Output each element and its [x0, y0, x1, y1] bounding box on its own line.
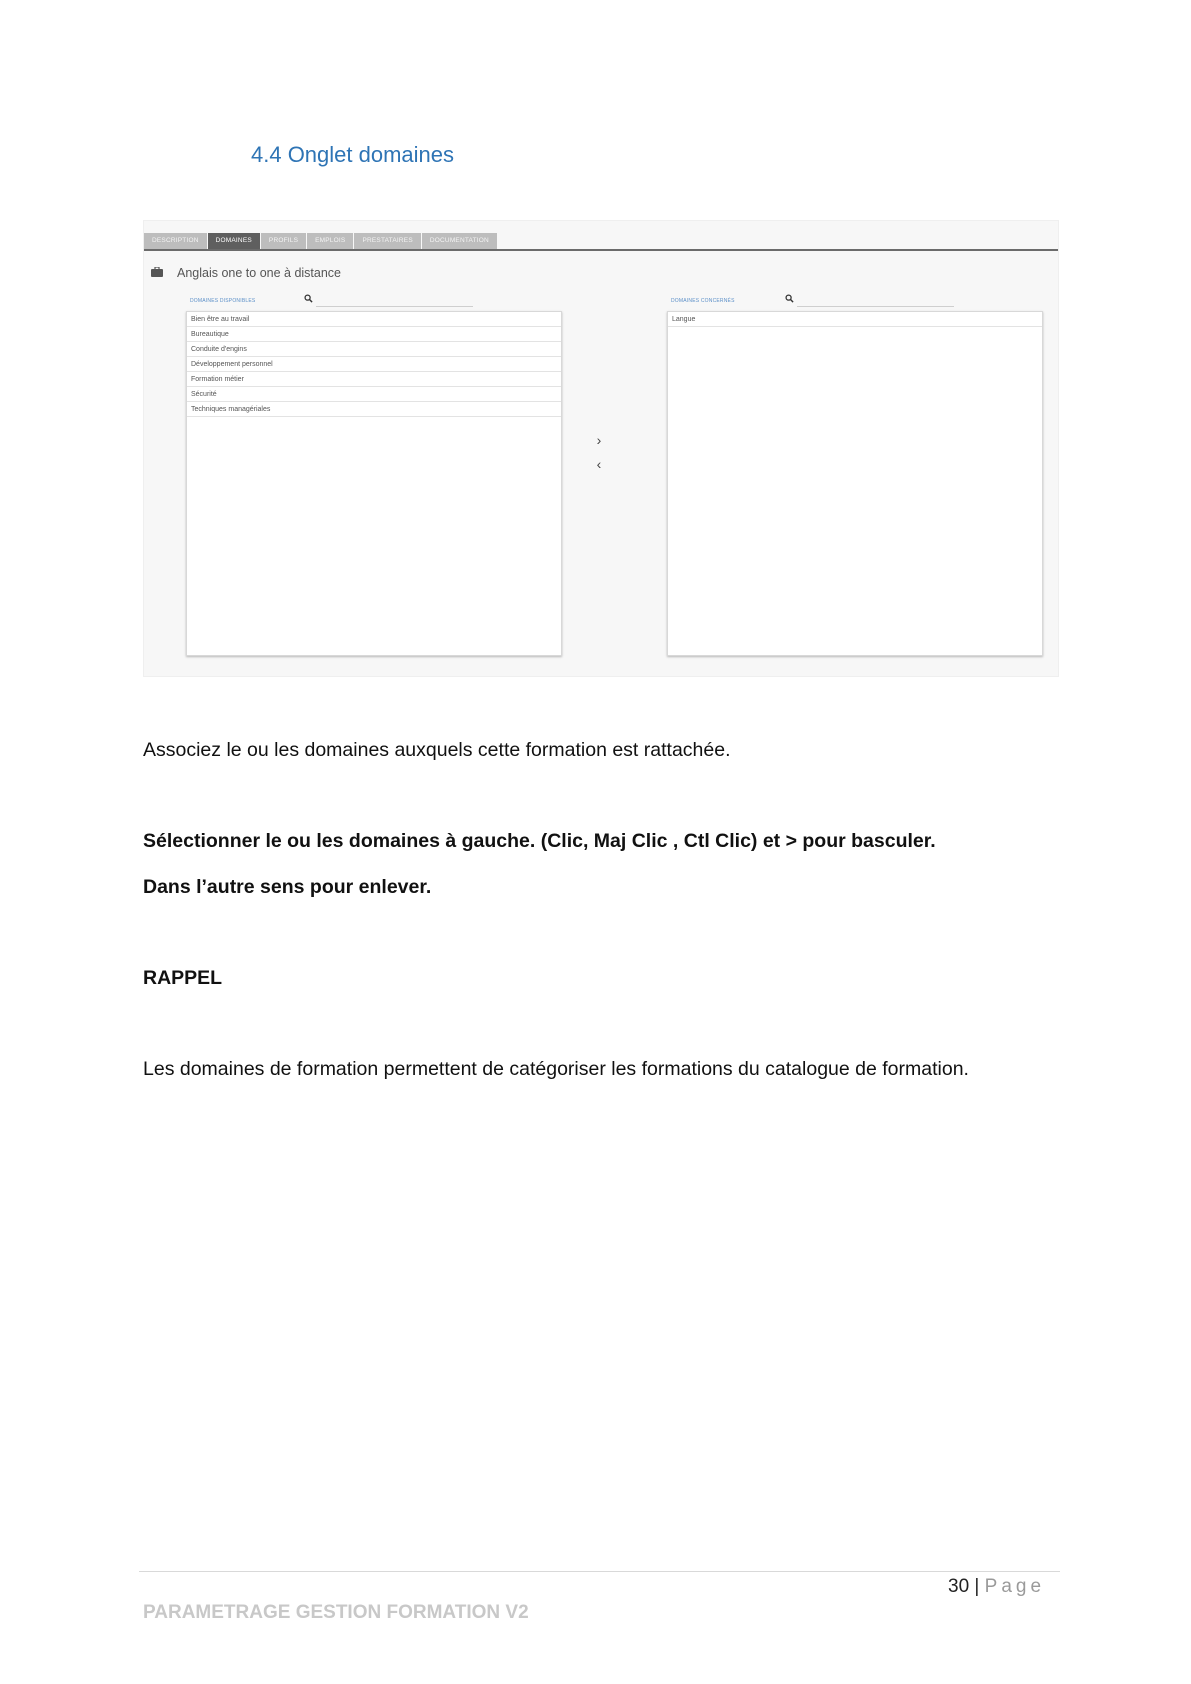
list-item[interactable]: Sécurité	[187, 387, 561, 402]
list-item[interactable]: Langue	[668, 312, 1042, 327]
instruction-select: Sélectionner le ou les domaines à gauche. (Clic, Maj Clic , Ctl Clic) et > pour basculer.	[143, 830, 936, 852]
page-number-value: 30	[948, 1576, 970, 1597]
concerned-domains-label: DOMAINES CONCERNÉS	[671, 298, 735, 304]
section-heading: 4.4 Onglet domaines	[251, 142, 455, 167]
formation-title: Anglais one to one à distance	[177, 266, 342, 280]
list-item[interactable]: Développement personnel	[187, 357, 561, 372]
tab-documentation[interactable]: DOCUMENTATION	[422, 233, 497, 249]
available-search-input[interactable]	[316, 306, 473, 307]
page-number	[948, 1576, 1045, 1598]
available-domains-list[interactable]	[186, 311, 562, 656]
concerned-domains-list[interactable]	[667, 311, 1043, 656]
move-left-button[interactable]: ‹	[596, 456, 602, 472]
tab-bar	[144, 233, 1058, 251]
tab-description[interactable]: DESCRIPTION	[144, 233, 207, 249]
list-item[interactable]: Techniques managériales	[187, 402, 561, 417]
domains-tab-screenshot	[143, 220, 1059, 677]
tab-domaines[interactable]: DOMAINES	[208, 233, 260, 249]
list-item[interactable]: Bien être au travail	[187, 312, 561, 327]
rappel-title: RAPPEL	[143, 967, 223, 989]
tab-profils[interactable]: PROFILS	[261, 233, 306, 249]
search-icon	[785, 294, 794, 303]
briefcase-icon	[151, 267, 163, 277]
move-right-button[interactable]: ›	[596, 432, 602, 448]
tab-prestataires[interactable]: PRESTATAIRES	[354, 233, 420, 249]
search-icon	[304, 294, 313, 303]
available-domains-label: DOMAINES DISPONIBLES	[190, 298, 256, 304]
footer-divider	[139, 1571, 1060, 1572]
tab-emplois[interactable]: EMPLOIS	[307, 233, 353, 249]
concerned-search-input[interactable]	[797, 306, 954, 307]
document-title: PARAMETRAGE GESTION FORMATION V2	[143, 1602, 529, 1623]
page-separator: |	[974, 1576, 980, 1597]
instruction-remove: Dans l’autre sens pour enlever.	[143, 876, 432, 898]
page-label: Page	[984, 1576, 1046, 1597]
list-item[interactable]: Bureautique	[187, 327, 561, 342]
list-item[interactable]: Formation métier	[187, 372, 561, 387]
rappel-text: Les domaines de formation permettent de catégoriser les formations du catalogue de formation.	[143, 1058, 969, 1080]
list-item[interactable]: Conduite d'engins	[187, 342, 561, 357]
intro-text: Associez le ou les domaines auxquels cette formation est rattachée.	[143, 739, 731, 761]
